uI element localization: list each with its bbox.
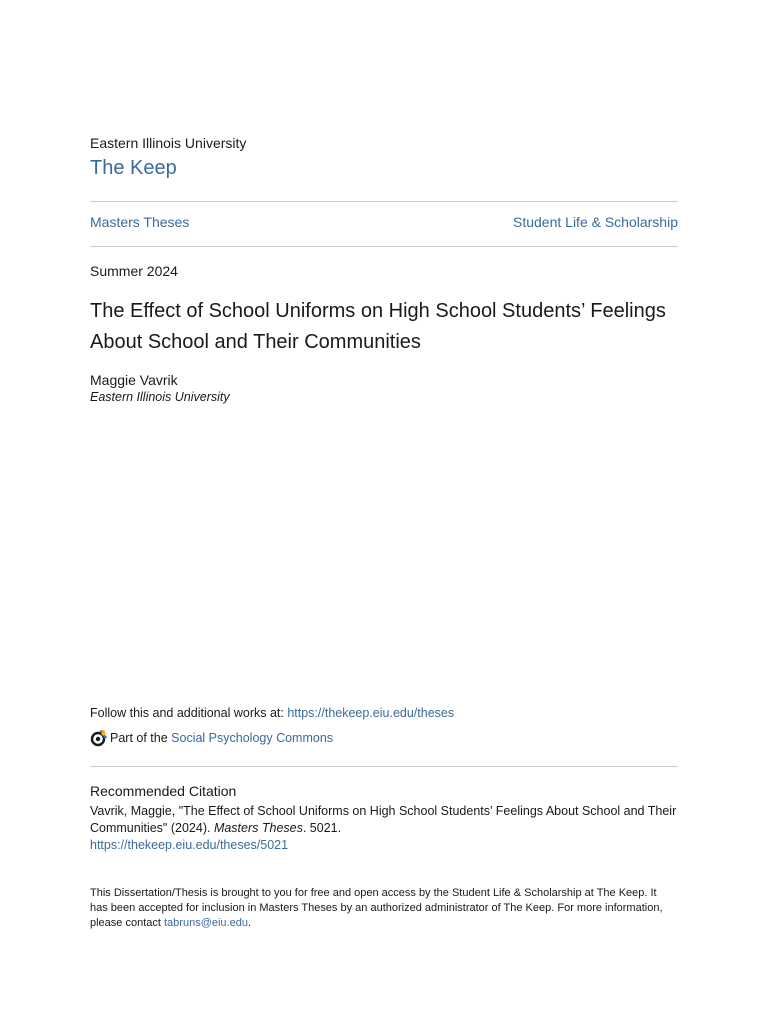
citation-number: . 5021. xyxy=(302,821,342,835)
citation-text: Vavrik, Maggie, "The Effect of School Uniforms on High School Students’ Feelings About School and Their Communities" (2024). xyxy=(90,804,677,835)
citation-block xyxy=(90,803,680,854)
divider-citation xyxy=(90,766,678,767)
follow-line xyxy=(90,706,454,720)
citation-series: Masters Theses xyxy=(213,821,303,835)
series-link[interactable]: Masters Theses xyxy=(90,214,190,230)
notice-end: . xyxy=(247,917,252,929)
follow-url-link[interactable]: https://thekeep.eiu.edu/theses xyxy=(287,706,455,720)
thesis-title: The Effect of School Uniforms on High School Students’ Feelings About School and Their Communities xyxy=(90,300,666,353)
publication-date: Summer 2024 xyxy=(90,263,178,279)
divider-top xyxy=(90,201,678,202)
institution-name: Eastern Illinois University xyxy=(90,135,247,151)
access-notice xyxy=(90,886,670,931)
citation-heading: Recommended Citation xyxy=(90,783,237,799)
commons-link[interactable]: Social Psychology Commons xyxy=(171,731,334,745)
notice-text: This Dissertation/Thesis is brought to you for free and open access by the Student Life & Scholarship at The Keep. It has been accepted for inclusion in Masters Theses by an authorized administrator of The Keep. For more information, please contact xyxy=(90,887,663,929)
author-affiliation: Eastern Illinois University xyxy=(90,390,230,404)
network-commons-icon xyxy=(90,729,108,747)
citation-url-link[interactable]: https://thekeep.eiu.edu/theses/5021 xyxy=(90,838,289,852)
part-of-prefix: Part of the xyxy=(110,731,172,745)
follow-prefix: Follow this and additional works at: xyxy=(90,706,288,720)
divider-nav xyxy=(90,246,678,247)
repository-link[interactable]: The Keep xyxy=(90,157,177,179)
department-link[interactable]: Student Life & Scholarship xyxy=(513,214,678,230)
part-of-line xyxy=(90,729,333,747)
contact-email-link[interactable]: tabruns@eiu.edu xyxy=(164,917,248,929)
author-name: Maggie Vavrik xyxy=(90,372,178,388)
